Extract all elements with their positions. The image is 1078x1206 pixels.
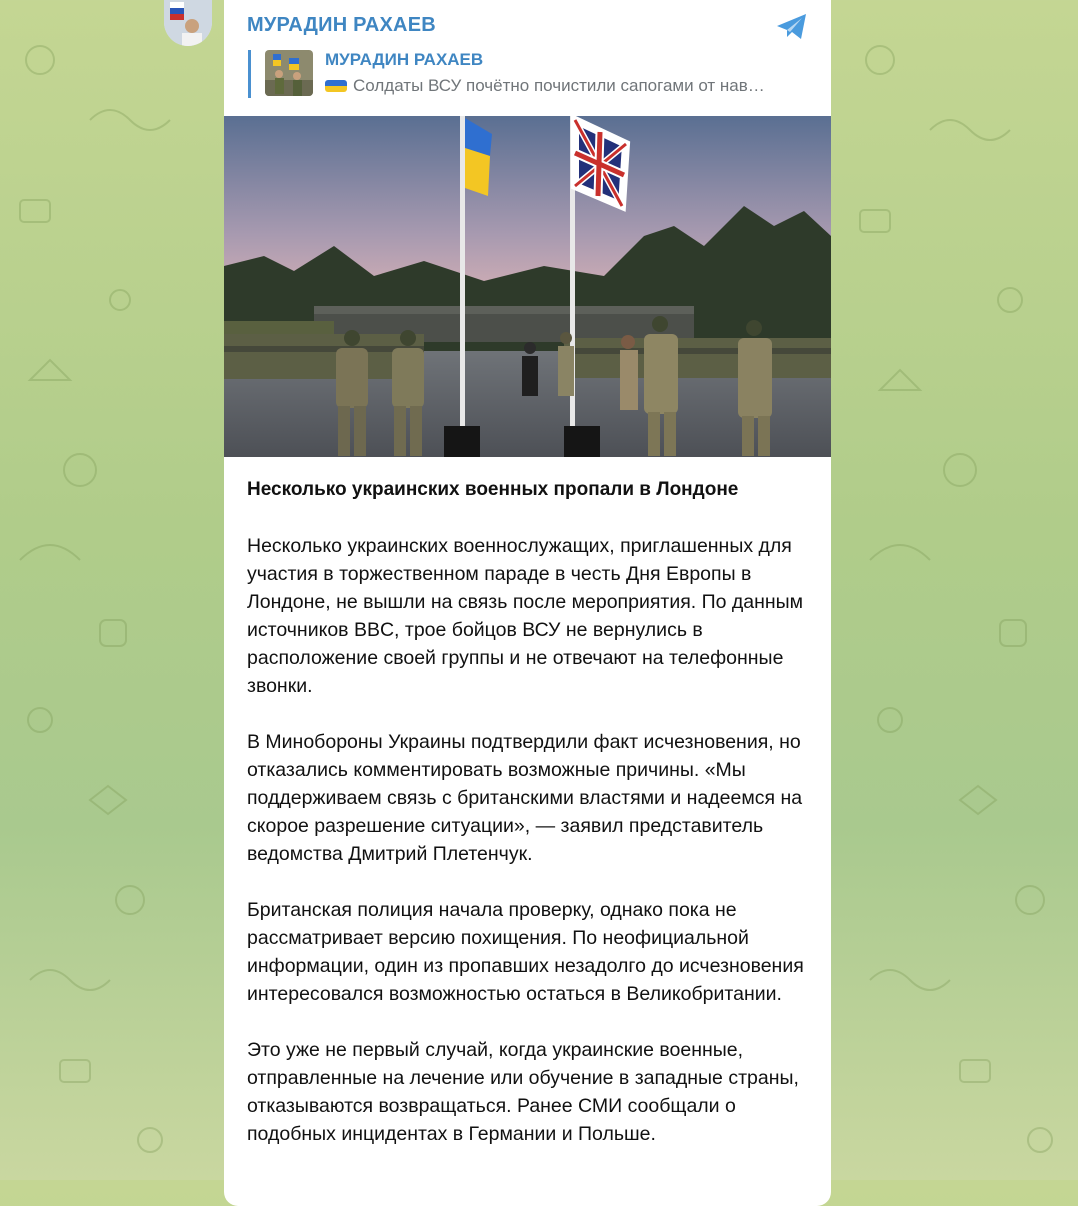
post-headline: Несколько украинских военных пропали в Лондоне: [247, 479, 739, 500]
message-bubble: [224, 0, 831, 1206]
reply-text-line: [325, 76, 811, 96]
post-paragraph-3: Британская полиция начала проверку, однако пока не рассматривает версию похищения. По неофициальной информации, один из пропавших незадолго до исчезновения интересовался возможностью остаться в Великобритании.: [247, 899, 804, 1005]
reply-thumbnail: [265, 50, 313, 96]
sender-name[interactable]: МУРАДИН РАХАЕВ: [247, 14, 436, 36]
post-paragraph-2: В Минобороны Украины подтвердили факт исчезновения, но отказались комментировать возможные причины. «Мы поддерживаем связь с британскими властями и надеемся на скорое разрешение ситуации», — заявил представитель ведомства Дмитрий Плетенчук.: [247, 731, 803, 865]
telegram-plane-icon[interactable]: [775, 12, 809, 42]
ukraine-flag-icon: [325, 80, 347, 92]
post-paragraph-1: Несколько украинских военнослужащих, приглашенных для участия в торжественном параде в честь Дня Европы в Лондоне, не вышли на связь после мероприятия. По данным источников BBC, трое бойцов ВСУ не вернулись в расположение своей группы и не отвечают на телефонные звонки.: [247, 535, 804, 697]
post-text: [247, 476, 812, 1176]
channel-avatar[interactable]: [164, 0, 212, 46]
post-photo[interactable]: [224, 116, 831, 457]
post-paragraph-4: Это уже не первый случай, когда украинские военные, отправленные на лечение или обучение в западные страны, отказываются возвращаться. Ранее СМИ сообщали о подобных инцидентах в Германии и Польше.: [247, 1039, 799, 1145]
reply-text: Солдаты ВСУ почётно почистили сапогами от нав…: [353, 76, 765, 95]
reply-preview[interactable]: [248, 50, 808, 98]
reply-sender-name: МУРАДИН РАХАЕВ: [325, 50, 484, 69]
avatar-image: [164, 0, 212, 46]
